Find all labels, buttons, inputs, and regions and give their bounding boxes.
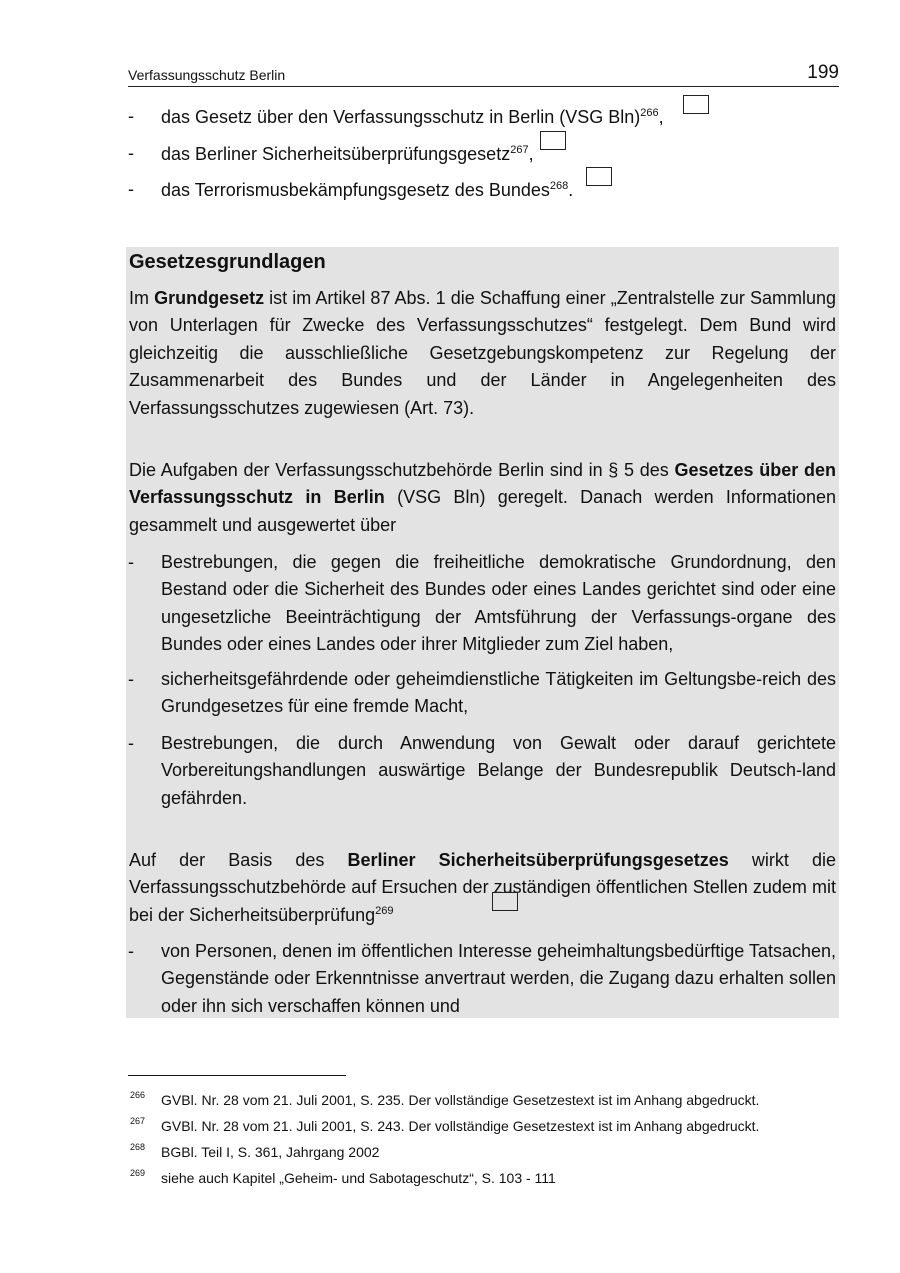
running-header bbox=[128, 62, 839, 87]
intro-list-item-tail: , bbox=[528, 144, 534, 164]
list-dash: - bbox=[128, 941, 134, 961]
footnote-text: siehe auch Kapitel „Geheim- und Sabotageschutz“, S. 103 - 111 bbox=[161, 1170, 556, 1186]
footnote-ref-box bbox=[492, 892, 518, 911]
paragraph-bold: Grundgesetz bbox=[154, 288, 265, 308]
paragraph-text: Die Aufgaben der Verfassungsschutzbehörde Berlin sind in § 5 des bbox=[129, 460, 675, 480]
footnote-number: 267 bbox=[130, 1116, 146, 1126]
list-dash: - bbox=[128, 552, 134, 572]
footnote-ref-box bbox=[586, 167, 612, 186]
list-item-geheimdienst: sicherheitsgefährdende oder geheimdienstliche Tätigkeiten im Geltungsbe-reich des Grundgesetzes für eine fremde Macht, bbox=[161, 669, 836, 717]
list-dash: - bbox=[128, 179, 134, 199]
section-heading: Gesetzesgrundlagen bbox=[129, 251, 326, 273]
paragraph-sicherheitsueberpruefung bbox=[129, 847, 836, 929]
intro-list-item-3 bbox=[161, 179, 573, 201]
list-dash: - bbox=[128, 669, 134, 689]
list-dash: - bbox=[128, 733, 134, 753]
intro-list-item-text: das Terrorismusbekämpfungsgesetz des Bundes bbox=[161, 180, 550, 200]
list-item-gewalt: Bestrebungen, die durch Anwendung von Gewalt oder darauf gerichtete Vorbereitungshandlungen auswärtige Belange der Bundesrepublik Deutsch-land gefährden. bbox=[161, 733, 836, 808]
paragraph-bold: Gesetzes über den Verfassungsschutz in Berlin bbox=[129, 460, 836, 508]
paragraph-text: Im bbox=[129, 288, 155, 308]
footnote-text: GVBl. Nr. 28 vom 21. Juli 2001, S. 243. Der vollständige Gesetzestext ist im Anhang abgedruckt. bbox=[161, 1118, 760, 1134]
footnote-ref[interactable]: 268 bbox=[549, 180, 569, 192]
footnote-ref[interactable]: 269 bbox=[375, 904, 394, 917]
footnote-ref-box bbox=[683, 95, 709, 114]
list-item-personen: von Personen, denen im öffentlichen Interesse geheimhaltungsbedürftige Tatsachen, Gegenstände oder Erkenntnisse anvertraut werden, die Zugang dazu erhalten sollen oder ihn sich verschaffen können und bbox=[161, 941, 836, 1016]
list-item-bestrebungen: Bestrebungen, die gegen die freiheitliche demokratische Grundordnung, den Bestand oder die Sicherheit des Bundes oder eines Landes gerichtet sind oder eine ungesetzliche Beeinträchtigung der Amtsführung der Verfassungs-organe des Bundes oder eines Landes oder ihrer Mitglieder zum Ziel haben, bbox=[161, 552, 836, 655]
paragraph-bold: Berliner Sicherheitsüberprüfungsgesetzes bbox=[347, 850, 729, 870]
intro-list-item-tail: , bbox=[658, 107, 664, 127]
footnote-number: 269 bbox=[130, 1168, 146, 1178]
paragraph-text: Auf der Basis des bbox=[129, 850, 348, 870]
footnote-text: BGBl. Teil I, S. 361, Jahrgang 2002 bbox=[161, 1144, 380, 1160]
intro-list-item-2 bbox=[161, 143, 534, 165]
paragraph-text: wirkt die Verfassungsschutzbehörde auf Ersuchen der zuständigen öffentlichen Stellen zudem mit bei der Sicherheitsüberprüfung bbox=[129, 850, 836, 925]
list-dash: - bbox=[128, 143, 134, 163]
page-number: 199 bbox=[807, 62, 839, 83]
footnote-separator bbox=[128, 1075, 346, 1076]
footnote-number: 268 bbox=[130, 1142, 146, 1152]
paragraph-grundgesetz bbox=[129, 285, 836, 422]
footnote-ref-box bbox=[540, 131, 566, 150]
paragraph-aufgaben bbox=[129, 457, 836, 539]
header-title: Verfassungsschutz Berlin bbox=[128, 67, 286, 83]
list-dash: - bbox=[128, 106, 134, 126]
intro-list-item-text: das Gesetz über den Verfassungsschutz in Berlin (VSG Bln) bbox=[161, 107, 641, 127]
intro-list-item-1 bbox=[161, 106, 664, 128]
footnote-number: 266 bbox=[130, 1090, 146, 1100]
paragraph-text: (VSG Bln) geregelt. Danach werden Informationen gesammelt und ausgewertet über bbox=[129, 487, 836, 535]
intro-list-item-text: das Berliner Sicherheitsüberprüfungsgesetz bbox=[161, 144, 511, 164]
intro-list-item-tail: . bbox=[568, 180, 574, 200]
footnote-ref[interactable]: 267 bbox=[510, 144, 529, 156]
footnote-ref[interactable]: 266 bbox=[640, 107, 659, 119]
footnote-text: GVBl. Nr. 28 vom 21. Juli 2001, S. 235. Der vollständige Gesetzestext ist im Anhang abgedruckt. bbox=[161, 1092, 760, 1108]
paragraph-text: ist im Artikel 87 Abs. 1 die Schaffung einer „Zentralstelle zur Sammlung von Unterlagen für Zwecke des Verfassungsschutzes“ festgelegt. Dem Bund wird gleichzeitig die ausschließliche Gesetzgebungskompetenz zur Regelung der Zusammenarbeit des Bundes und der Länder in Angelegenheiten des Verfassungsschutzes zugewiesen (Art. 73). bbox=[129, 288, 836, 418]
